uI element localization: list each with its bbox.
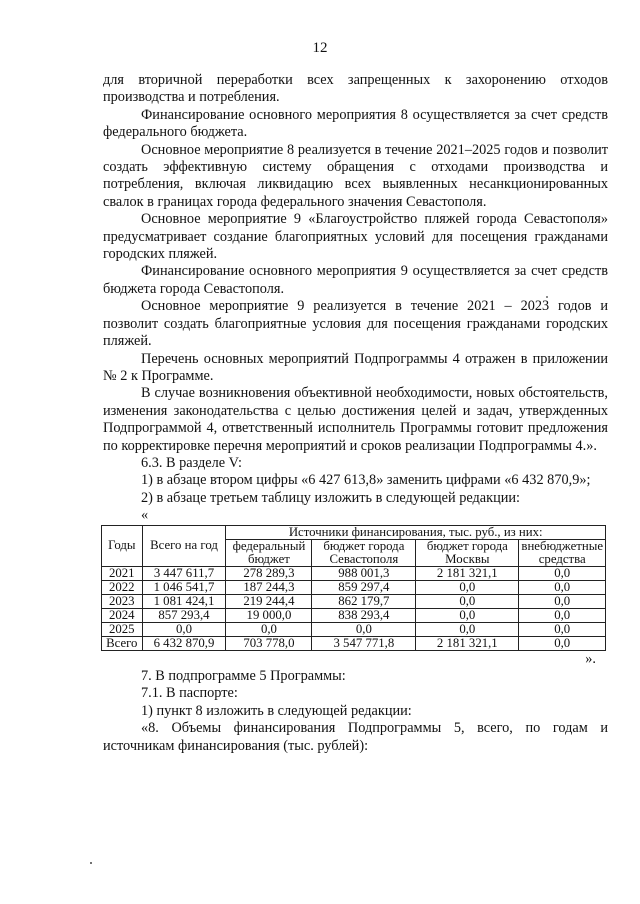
table-cell: 1 081 424,1 xyxy=(142,594,226,608)
header-moscow: бюджет города Москвы xyxy=(416,539,519,566)
quote-close-mark: ». xyxy=(585,650,596,667)
table-cell: 187 244,3 xyxy=(226,580,312,594)
paragraph: Финансирование основного мероприятия 9 осуществляется за счет средств бюджета города Севастополя. xyxy=(103,263,608,297)
paragraph: Основное мероприятие 9 реализуется в течение 2021 – 2023 годов и позволит создать благоприятные условия для посещения гражданами городских пляжей. xyxy=(103,298,608,350)
table-cell: 2 181 321,1 xyxy=(416,636,519,650)
table-cell: 3 547 771,8 xyxy=(312,636,416,650)
table-cell: 988 001,3 xyxy=(312,566,416,580)
table-cell: 2023 xyxy=(102,594,143,608)
table-row xyxy=(102,622,606,636)
table-cell: 0,0 xyxy=(519,608,606,622)
header-federal: федеральный бюджет xyxy=(226,539,312,566)
table-cell: 862 179,7 xyxy=(312,594,416,608)
paragraph: 1) пункт 8 изложить в следующей редакции: xyxy=(141,702,412,719)
table-cell: 278 289,3 xyxy=(226,566,312,580)
document-body xyxy=(103,72,608,755)
paragraph: Основное мероприятие 9 «Благоустройство пляжей города Севастополя» предусматривает создание благоприятных условий для посещения гражданами городских пляжей. xyxy=(103,211,608,263)
table-cell: 0,0 xyxy=(519,566,606,580)
paragraph: Перечень основных мероприятий Подпрограммы 4 отражен в приложении № 2 к Программе. xyxy=(103,350,608,384)
paragraph: В случае возникновения объективной необходимости, новых обстоятельств, изменения законодательства с целью достижения целей и задач, утвержденных Подпрограммой 4, ответственный исполнитель Программы готовит предложения по корректировке перечня мероприятий и сроков реализации Подпрограммы 4.». xyxy=(103,385,608,454)
paragraph: Основное мероприятие 8 реализуется в течение 2021–2025 годов и позволит создать эффективную систему обращения с отходами производства и потребления, включая ликвидацию всех выявленных несанкционированных свалок в границах города федерального значения Севастополя. xyxy=(103,141,608,210)
table-header-row xyxy=(102,525,606,539)
header-years: Годы xyxy=(102,525,143,566)
header-sevastopol: бюджет города Севастополя xyxy=(312,539,416,566)
table-cell: 0,0 xyxy=(416,580,519,594)
table-cell: 0,0 xyxy=(226,622,312,636)
paragraph: 2) в абзаце третьем таблицу изложить в следующей редакции: xyxy=(141,489,521,506)
table-cell: 0,0 xyxy=(416,622,519,636)
scan-speck xyxy=(546,296,548,298)
table-cell: 703 778,0 xyxy=(226,636,312,650)
quote-open-mark: « xyxy=(141,507,149,524)
table-cell: 2 181 321,1 xyxy=(416,566,519,580)
paragraph: 6.3. В разделе V: xyxy=(141,454,242,471)
table-cell: 0,0 xyxy=(519,580,606,594)
header-sources: Источники финансирования, тыс. руб., из них: xyxy=(226,525,606,539)
table-row xyxy=(102,636,606,650)
table-cell: 0,0 xyxy=(416,594,519,608)
paragraph: для вторичной переработки всех запрещенных к захоронению отходов производства и потребления. xyxy=(103,72,608,106)
header-total: Всего на год xyxy=(142,525,226,566)
table-cell: 1 046 541,7 xyxy=(142,580,226,594)
scan-speck xyxy=(90,862,92,864)
table-row xyxy=(102,566,606,580)
table-cell: 857 293,4 xyxy=(142,608,226,622)
paragraph: 1) в абзаце втором цифры «6 427 613,8» заменить цифрами «6 432 870,9»; xyxy=(141,472,591,489)
financing-table xyxy=(101,525,606,651)
paragraph: «8. Объемы финансирования Подпрограммы 5, всего, по годам и источникам финансирования (тыс. рублей): xyxy=(103,720,608,754)
table-row xyxy=(102,594,606,608)
table-cell: 6 432 870,9 xyxy=(142,636,226,650)
table-row xyxy=(102,580,606,594)
table-row xyxy=(102,608,606,622)
table-cell: 0,0 xyxy=(416,608,519,622)
page-number: 12 xyxy=(312,40,328,56)
table-cell: 0,0 xyxy=(519,622,606,636)
table-cell: 2021 xyxy=(102,566,143,580)
paragraph: Финансирование основного мероприятия 8 осуществляется за счет средств федерального бюджета. xyxy=(103,106,608,141)
table-cell: 219 244,4 xyxy=(226,594,312,608)
header-extrabudget: внебюджетные средства xyxy=(519,539,606,566)
table-cell: 0,0 xyxy=(312,622,416,636)
table-cell: 0,0 xyxy=(519,594,606,608)
paragraph: 7.1. В паспорте: xyxy=(141,685,238,702)
table-cell: 0,0 xyxy=(519,636,606,650)
table-body xyxy=(102,566,606,650)
table-cell: 2022 xyxy=(102,580,143,594)
table-cell: Всего xyxy=(102,636,143,650)
table-cell: 19 000,0 xyxy=(226,608,312,622)
table-cell: 838 293,4 xyxy=(312,608,416,622)
table-cell: 3 447 611,7 xyxy=(142,566,226,580)
table-cell: 2024 xyxy=(102,608,143,622)
table-cell: 2025 xyxy=(102,622,143,636)
table-cell: 859 297,4 xyxy=(312,580,416,594)
paragraph: 7. В подпрограмме 5 Программы: xyxy=(141,667,346,684)
table-cell: 0,0 xyxy=(142,622,226,636)
